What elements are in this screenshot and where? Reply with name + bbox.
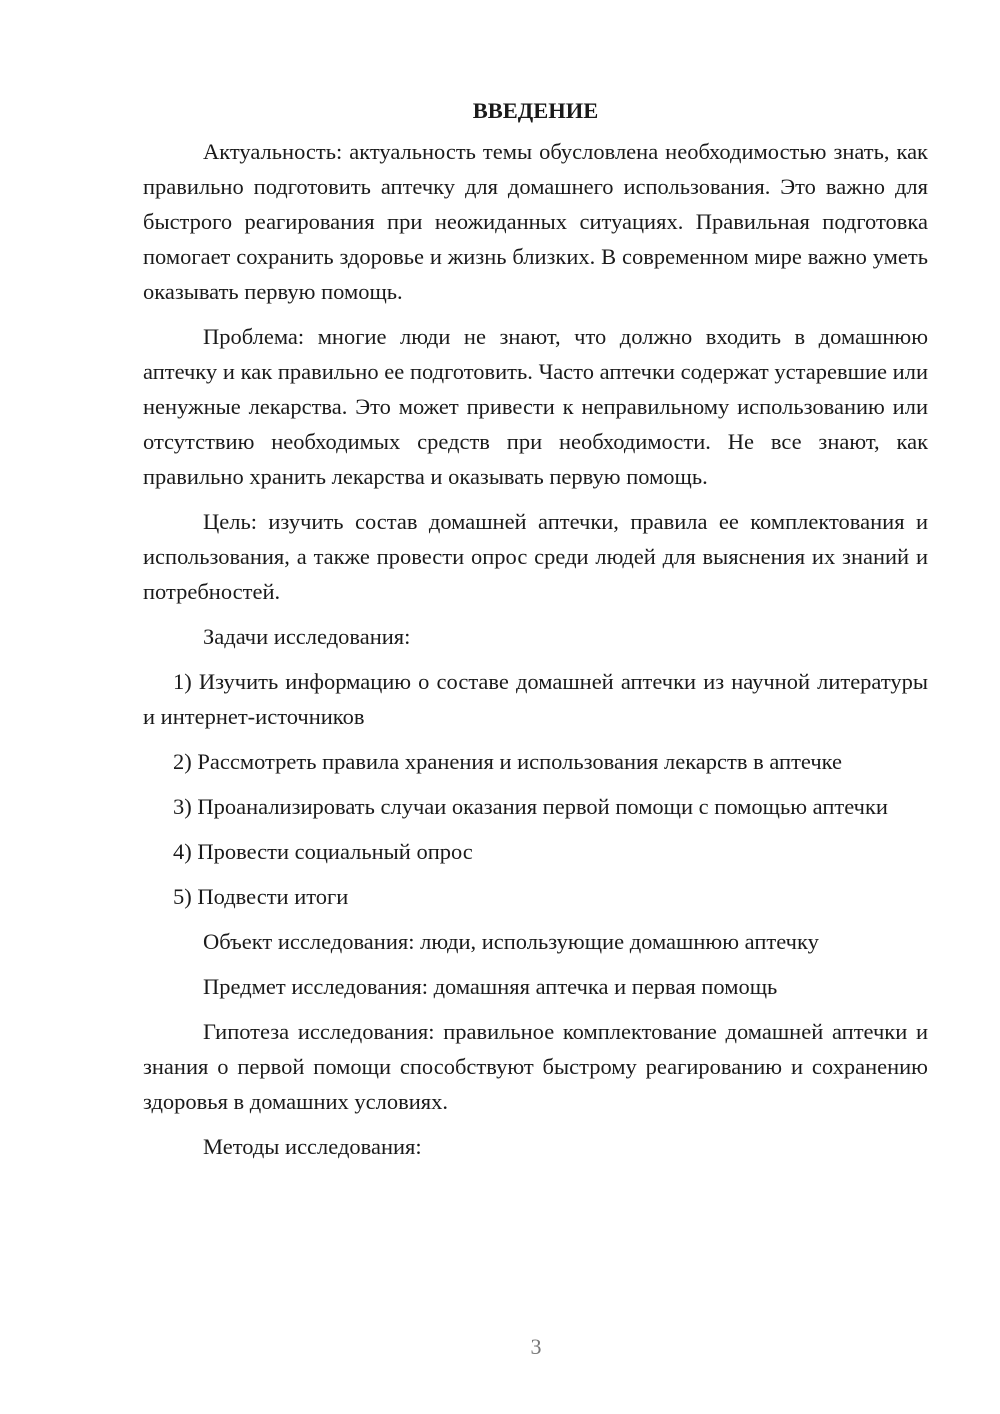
problem-paragraph: Проблема: многие люди не знают, что должно входить в домашнюю аптечку и как правильно ее подготовить. Часто аптечки содержат устаревшие или ненужные лекарства. Это может привести к неправильному использованию или отсутствию необходимых средств при необходимости. Не все знают, как правильно хранить лекарства и оказывать первую помощь. <box>143 324 928 489</box>
page-number: 3 <box>530 1334 542 1359</box>
task-item-5: 5) Подвести итоги <box>173 884 349 909</box>
task-item-1: 1) Изучить информацию о составе домашней аптечки из научной литературы и интернет-источников <box>143 669 928 729</box>
tasks-heading: Задачи исследования: <box>203 624 411 649</box>
methods-heading: Методы исследования: <box>203 1134 422 1159</box>
task-item-4: 4) Провести социальный опрос <box>173 839 473 864</box>
hypothesis-paragraph: Гипотеза исследования: правильное комплектование домашней аптечки и знания о первой помощи способствуют быстрому реагированию и сохранению здоровья в домашних условиях. <box>143 1019 928 1114</box>
task-item-3: 3) Проанализировать случаи оказания первой помощи с помощью аптечки <box>173 794 888 819</box>
research-subject: Предмет исследования: домашняя аптечка и первая помощь <box>203 974 778 999</box>
section-title: ВВЕДЕНИЕ <box>472 98 599 123</box>
page-content <box>143 93 928 1174</box>
goal-paragraph: Цель: изучить состав домашней аптечки, правила ее комплектования и использования, а также провести опрос среди людей для выяснения их знаний и потребностей. <box>143 509 928 604</box>
research-object: Объект исследования: люди, использующие домашнюю аптечку <box>203 929 819 954</box>
task-item-2: 2) Рассмотреть правила хранения и использования лекарств в аптечке <box>173 749 843 774</box>
relevance-paragraph: Актуальность: актуальность темы обусловлена необходимостью знать, как правильно подготовить аптечку для домашнего использования. Это важно для быстрого реагирования при неожиданных ситуациях. Правильная подготовка помогает сохранить здоровье и жизнь близких. В современном мире важно уметь оказывать первую помощь. <box>143 139 928 304</box>
